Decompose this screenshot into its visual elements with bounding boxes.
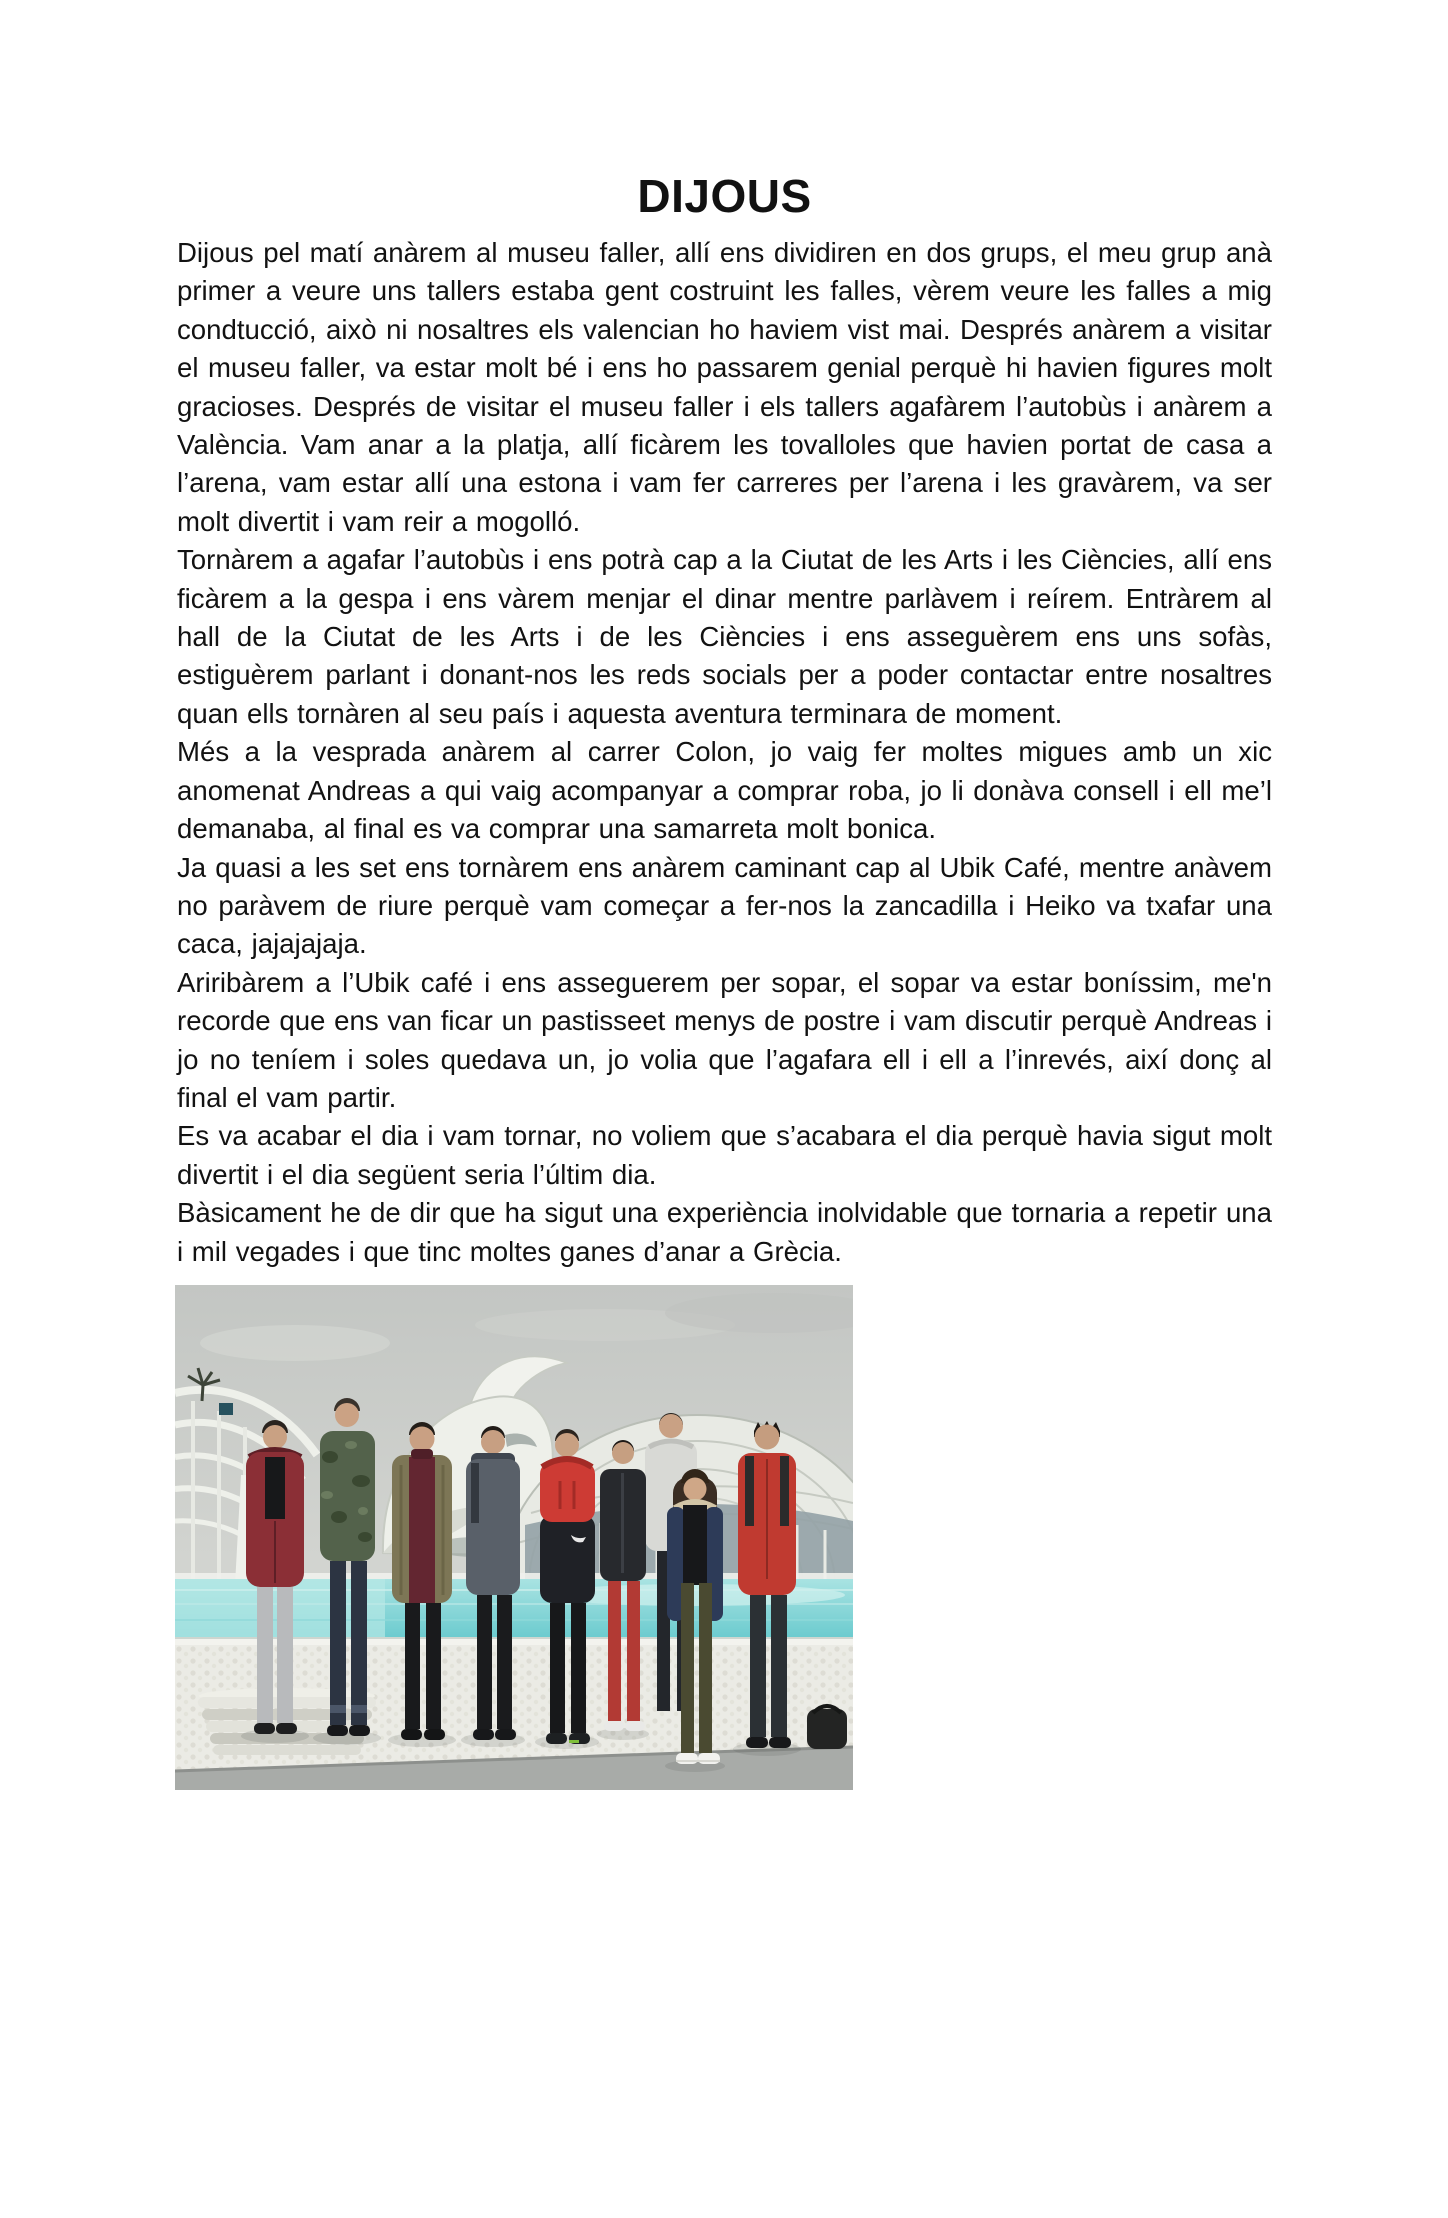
sign-panel: [219, 1403, 233, 1415]
paragraph-1: Dijous pel matí anàrem al museu faller, allí ens dividiren en dos grups, el meu grup anà primer a veure uns tallers estaba gent costruint les falles, vèrem veure les falles a mig condtucció, això ni nosaltres els valencian ho haviem vist mai. Després anàrem a visitar el museu faller, va estar molt bé i ens ho passarem genial perquè hi havien figures molt gracioses. Després de visitar el museu faller i els tallers agafàrem l’autobùs i anàrem a València. Vam anar a la platja, allí ficàrem les tovalloles que havien portat de casa a l’arena, vam estar allí una estona i vam fer carreres per l’arena i les gravàrem, va ser molt divertit i vam reir a mogolló.: [177, 237, 1272, 537]
paragraph-5: Ariribàrem a l’Ubik café i ens asseguerem per sopar, el sopar va estar boníssim, me'n recorde que ens van ficar un pastisseet menys de postre i vam discutir perquè Andreas i jo no teníem i soles quedava un, jo volia que l’agafara ell i ell a l’inrevés, així donç al final el vam partir.: [177, 966, 1272, 1113]
group-photo: [175, 1285, 853, 1790]
paragraph-7: Bàsicament he de dir que ha sigut una experiència inolvidable que tornaria a repetir una i mil vegades i que tinc moltes ganes d’anar a Grècia.: [177, 1197, 1272, 1267]
paragraph-4: Ja quasi a les set ens tornàrem ens anàrem caminant cap al Ubik Café, mentre anàvem no paràvem de riure perquè vam começar a fer-nos la zancadilla i Heiko va txafar una caca, jajajajaja.: [177, 851, 1272, 960]
document-page: [0, 170, 1448, 1790]
paragraph-2: Tornàrem a agafar l’autobùs i ens potrà cap a la Ciutat de les Arts i les Ciències, allí ens ficàrem a la gespa i ens vàrem menjar el dinar mentre parlàvem i reírem. Entràrem al hall de la Ciutat de les Arts i de les Ciències i ens asseguèrem ens uns sofàs, estiguèrem parlant i donant-nos les reds socials per a poder contactar entre nosaltres quan ells tornàren al seu país i aquesta aventura terminara de moment.: [177, 544, 1272, 729]
paragraph-3: Més a la vesprada anàrem al carrer Colon, jo vaig fer moltes migues amb un xic anomenat Andreas a qui vaig acompanyar a comprar roba, jo li donàva consell i ell me’l demanaba, al final es va comprar una samarreta molt bonica.: [177, 736, 1272, 845]
page-title: DIJOUS: [637, 170, 812, 222]
paragraph-6: Es va acabar el dia i vam tornar, no voliem que s’acabara el dia perquè havia sigut molt divertit i el dia següent seria l’últim dia.: [177, 1120, 1272, 1190]
backpack: [807, 1706, 847, 1749]
